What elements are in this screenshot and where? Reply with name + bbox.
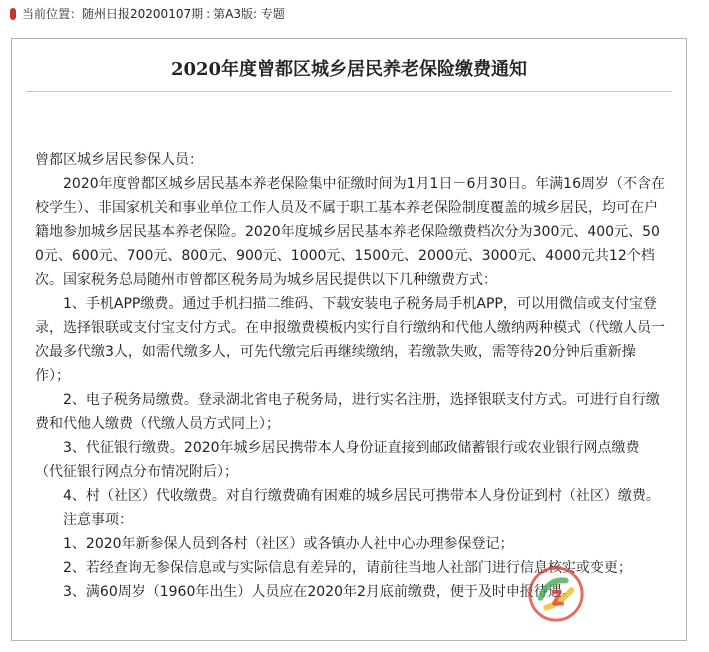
site-logo-watermark bbox=[527, 565, 585, 623]
notes-heading: 注意事项： bbox=[63, 512, 133, 528]
note-item: 2、若经查询无参保信息或与实际信息有差异的，请前往当地人社部门进行信息核实或变更； bbox=[63, 560, 632, 576]
article-body bbox=[35, 148, 665, 604]
breadcrumb-issue-link[interactable]: 随州日报20200107期 bbox=[82, 7, 204, 21]
location-pin-icon bbox=[10, 8, 16, 20]
title-divider bbox=[26, 91, 672, 92]
method-paragraph: 4、村（社区）代收缴费。对自行缴费确有困难的城乡居民可携带本人身份证到村（社区）缴费。 bbox=[63, 488, 660, 504]
note-item: 1、2020年新参保人员到各村（社区）或各镇办人社中心办理参保登记； bbox=[63, 536, 514, 552]
breadcrumb-page-link[interactable]: 第A3版: 专题 bbox=[213, 7, 285, 21]
breadcrumb bbox=[10, 3, 700, 25]
method-paragraph: 1、手机APP缴费。通过手机扫描二维码、下载安装电子税务局手机APP，可以用微信或支付宝登录，选择银联或支付宝支付方式。在申报缴费模板内实行自行缴纳和代他人缴纳两种模式（代缴人员一次最多代缴3人，如需代缴多人，可先代缴完后再继续缴纳，若缴款失败，需等待20分钟后重新操作）； bbox=[35, 296, 665, 384]
article-title: 2020年度曾都区城乡居民养老保险缴费通知 bbox=[170, 59, 528, 80]
breadcrumb-prefix: 当前位置： bbox=[22, 7, 83, 21]
method-paragraph: 2、电子税务局缴费。登录湖北省电子税务局，进行实名注册，选择银联支付方式。可进行自行缴费和代他人缴费（代缴人员方式同上）； bbox=[35, 392, 660, 432]
method-paragraph: 3、代征银行缴费。2020年城乡居民携带本人身份证直接到邮政储蓄银行或农业银行网点缴费（代征银行网点分布情况附后）； bbox=[35, 440, 640, 480]
article-frame bbox=[11, 38, 687, 641]
breadcrumb-separator: : bbox=[206, 7, 211, 21]
intro-paragraph: 2020年度曾都区城乡居民基本养老保险集中征缴时间为1月1日－6月30日。年满16周岁（不含在校学生）、非国家机关和事业单位工作人员及不属于职工基本养老保险制度覆盖的城乡居民，均可在户籍地参加城乡居民基本养老保险。2020年度城乡居民基本养老保险缴费档次分为300元、400元、500元、600元、700元、800元、900元、1000元、1500元、2000元、3000元、4000元共12个档次。国家税务总局随州市曾都区税务局为城乡居民提供以下几种缴费方式： bbox=[35, 176, 665, 288]
salutation: 曾都区城乡居民参保人员： bbox=[35, 152, 203, 168]
note-item: 3、满60周岁（1960年出生）人员应在2020年2月底前缴费，便于及时申报待遇。 bbox=[63, 584, 576, 600]
